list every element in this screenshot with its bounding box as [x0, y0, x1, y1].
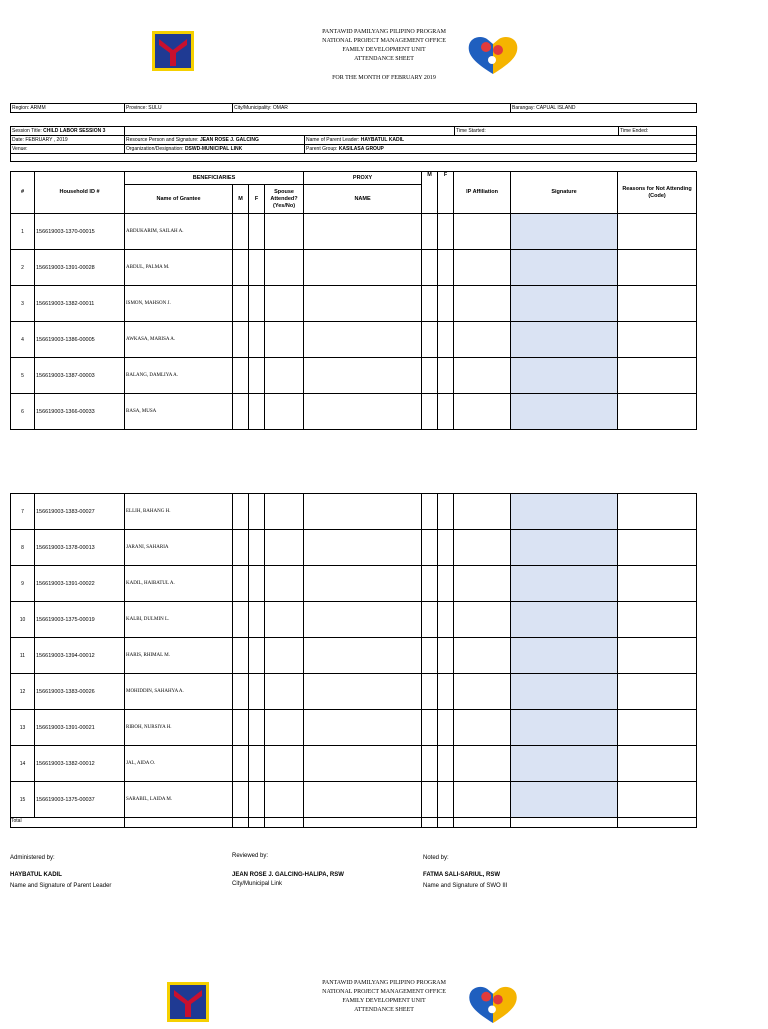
proxy-name-cell[interactable]: [304, 566, 422, 602]
household-id: 156619003-1382-00011: [35, 286, 125, 322]
grantee-name: SARABIL, LAIDA M.: [125, 782, 233, 818]
reasons-cell[interactable]: [618, 566, 697, 602]
household-id: 156619003-1375-00019: [35, 602, 125, 638]
grantee-name: AWKASA, MARISA A.: [125, 322, 233, 358]
reasons-cell[interactable]: [618, 710, 697, 746]
signature-cell[interactable]: [511, 602, 618, 638]
beneficiary-m-cell[interactable]: [233, 394, 249, 430]
table-row: [11, 494, 697, 530]
row-number: 10: [11, 602, 35, 638]
ip-affiliation-cell[interactable]: [454, 674, 511, 710]
signature-cell[interactable]: [511, 710, 618, 746]
signature-cell[interactable]: [511, 530, 618, 566]
attendance-table-page1: [10, 171, 697, 430]
beneficiary-f-cell[interactable]: [249, 674, 265, 710]
organization-label: Organization/Designation:: [126, 146, 185, 152]
date-cell: Date: FEBRUARY , 2019: [11, 136, 125, 145]
household-id: 156619003-1382-00012: [35, 746, 125, 782]
signature-cell[interactable]: [511, 494, 618, 530]
table-row: [11, 250, 697, 286]
row-number: 8: [11, 530, 35, 566]
signature-cell[interactable]: [511, 394, 618, 430]
session-title-label: Session Title:: [12, 128, 44, 134]
venue-cell: Venue:: [11, 145, 125, 154]
administered-label: Administered by:: [10, 855, 55, 861]
reasons-cell[interactable]: [618, 394, 697, 430]
row-number: 9: [11, 566, 35, 602]
session-title-value: CHILD LABOR SESSION 3: [43, 128, 106, 134]
household-id: 156619003-1383-00026: [35, 674, 125, 710]
ip-affiliation-cell[interactable]: [454, 602, 511, 638]
spouse-attended-cell[interactable]: [265, 286, 304, 322]
ip-affiliation-cell[interactable]: [454, 322, 511, 358]
grantee-name: HARIS, RHIMAL M.: [125, 638, 233, 674]
spouse-attended-cell[interactable]: [265, 322, 304, 358]
household-id: 156619003-1366-00033: [35, 394, 125, 430]
signature-cell[interactable]: [511, 214, 618, 250]
col-household: Household ID #: [35, 172, 125, 214]
beneficiary-f-cell[interactable]: [249, 602, 265, 638]
signature-cell[interactable]: [511, 322, 618, 358]
beneficiary-f-cell[interactable]: [249, 494, 265, 530]
total-row: [11, 818, 697, 828]
ip-affiliation-cell[interactable]: [454, 530, 511, 566]
col-f: F: [249, 185, 265, 214]
reasons-cell[interactable]: [618, 286, 697, 322]
reasons-cell[interactable]: [618, 250, 697, 286]
barangay-cell: Barangay: CAPUAL ISLAND: [511, 104, 697, 113]
proxy-f-cell[interactable]: [438, 214, 454, 250]
beneficiary-f-cell[interactable]: [249, 566, 265, 602]
proxy-m-cell[interactable]: [422, 214, 438, 250]
proxy-m-cell[interactable]: [422, 782, 438, 818]
signature-cell[interactable]: [511, 250, 618, 286]
proxy-m-cell[interactable]: [422, 358, 438, 394]
organization-value: DSWD-MUNICIPAL LINK: [184, 146, 243, 152]
signature-cell[interactable]: [511, 674, 618, 710]
proxy-m-cell[interactable]: [422, 494, 438, 530]
beneficiary-m-cell[interactable]: [233, 358, 249, 394]
col-ip: IP Affiliation: [454, 172, 511, 214]
household-id: 156619003-1386-00005: [35, 322, 125, 358]
beneficiary-f-cell[interactable]: [249, 214, 265, 250]
region-cell: Region: ARMM: [11, 104, 125, 113]
grantee-name: BALANG, DAMLIYA A.: [125, 358, 233, 394]
spouse-attended-cell[interactable]: [265, 746, 304, 782]
resource-person-cell: [125, 136, 305, 145]
proxy-f-cell[interactable]: [438, 566, 454, 602]
beneficiary-m-cell[interactable]: [233, 494, 249, 530]
beneficiary-f-cell[interactable]: [249, 250, 265, 286]
row-number: 1: [11, 214, 35, 250]
table-row: [11, 710, 697, 746]
proxy-m-cell[interactable]: [422, 638, 438, 674]
spouse-attended-cell[interactable]: [265, 530, 304, 566]
reviewed-role: City/Municipal Link: [232, 881, 283, 887]
time-ended-cell: Time Ended:: [619, 127, 697, 136]
grantee-name: JAL, AIDA O.: [125, 746, 233, 782]
proxy-f-cell[interactable]: [438, 602, 454, 638]
beneficiary-m-cell[interactable]: [233, 782, 249, 818]
row-number: 2: [11, 250, 35, 286]
table-row: [11, 602, 697, 638]
spouse-attended-cell[interactable]: [265, 394, 304, 430]
proxy-m-cell[interactable]: [422, 674, 438, 710]
resource-person-value: JEAN ROSE J. GALCING: [199, 137, 259, 143]
proxy-m-cell[interactable]: [422, 394, 438, 430]
col-grantee: Name of Grantee: [125, 185, 233, 214]
proxy-f-cell[interactable]: [438, 674, 454, 710]
beneficiary-f-cell[interactable]: [249, 782, 265, 818]
ip-affiliation-cell[interactable]: [454, 638, 511, 674]
location-table: [10, 103, 697, 113]
table-row: [11, 530, 697, 566]
beneficiary-m-cell[interactable]: [233, 674, 249, 710]
row-number: 7: [11, 494, 35, 530]
proxy-name-cell[interactable]: [304, 638, 422, 674]
row-number: 15: [11, 782, 35, 818]
proxy-m-cell[interactable]: [422, 322, 438, 358]
ip-affiliation-cell[interactable]: [454, 358, 511, 394]
proxy-name-cell[interactable]: [304, 394, 422, 430]
session-table: [10, 126, 697, 162]
proxy-f-cell[interactable]: [438, 710, 454, 746]
household-id: 156619003-1387-00003: [35, 358, 125, 394]
table-row: [11, 566, 697, 602]
signature-cell[interactable]: [511, 638, 618, 674]
spouse-attended-cell[interactable]: [265, 638, 304, 674]
col-spouse: Spouse Attended? (Yes/No): [265, 185, 304, 214]
household-id: 156619003-1391-00022: [35, 566, 125, 602]
header2-line-4: ATTENDANCE SHEET: [354, 1007, 414, 1013]
administered-role: Name and Signature of Parent Leader: [10, 883, 112, 889]
beneficiary-f-cell[interactable]: [249, 322, 265, 358]
grantee-name: ABDUL, PALMA M.: [125, 250, 233, 286]
header2-line-3: FAMILY DEVELOPMENT UNIT: [342, 998, 426, 1004]
spouse-attended-cell[interactable]: [265, 782, 304, 818]
proxy-m-cell[interactable]: [422, 746, 438, 782]
signature-cell[interactable]: [511, 746, 618, 782]
ip-affiliation-cell[interactable]: [454, 286, 511, 322]
proxy-m-cell[interactable]: [422, 566, 438, 602]
grantee-name: ISMON, MAHSON J.: [125, 286, 233, 322]
grantee-name: ELLIH, BAHANG H.: [125, 494, 233, 530]
proxy-f-cell[interactable]: [438, 322, 454, 358]
table-row: [11, 746, 697, 782]
col-num: #: [11, 172, 35, 214]
proxy-f-cell[interactable]: [438, 494, 454, 530]
grantee-name: MOHIDDIN, SAHAHYA A.: [125, 674, 233, 710]
parent-leader-label: Name of Parent Leader:: [306, 137, 361, 143]
header-line-1: PANTAWID PAMILYANG PILIPINO PROGRAM: [322, 29, 446, 35]
header2-line-2: NATIONAL PROJECT MANAGEMENT OFFICE: [322, 989, 446, 995]
resource-person-label: Resource Person and Signature:: [126, 137, 200, 143]
beneficiary-m-cell[interactable]: [233, 530, 249, 566]
proxy-f-cell[interactable]: [438, 530, 454, 566]
beneficiary-f-cell[interactable]: [249, 638, 265, 674]
proxy-name-cell[interactable]: [304, 322, 422, 358]
organization-cell: [125, 145, 305, 154]
grantee-name: JARANI, SAHARIA: [125, 530, 233, 566]
spouse-attended-cell[interactable]: [265, 602, 304, 638]
ip-affiliation-cell[interactable]: [454, 746, 511, 782]
reasons-cell[interactable]: [618, 494, 697, 530]
time-started-cell: Time Started:: [455, 127, 619, 136]
proxy-m-cell[interactable]: [422, 602, 438, 638]
attendance-table-page2: [10, 493, 697, 828]
reasons-cell[interactable]: [618, 674, 697, 710]
spouse-attended-cell[interactable]: [265, 214, 304, 250]
signature-cell[interactable]: [511, 358, 618, 394]
household-id: 156619003-1375-00037: [35, 782, 125, 818]
ip-affiliation-cell[interactable]: [454, 494, 511, 530]
proxy-name-cell[interactable]: [304, 214, 422, 250]
parent-group-value: KASILASA GROUP: [338, 146, 384, 152]
beneficiary-f-cell[interactable]: [249, 530, 265, 566]
reviewed-name: JEAN ROSE J. GALCING-HALIPA, RSW: [232, 872, 344, 878]
proxy-m-cell[interactable]: [422, 710, 438, 746]
header-line-3: FAMILY DEVELOPMENT UNIT: [342, 47, 426, 53]
proxy-name-cell[interactable]: [304, 746, 422, 782]
col-proxy: PROXY: [304, 172, 422, 185]
beneficiary-f-cell[interactable]: [249, 358, 265, 394]
proxy-f-cell[interactable]: [438, 250, 454, 286]
proxy-f-cell[interactable]: [438, 782, 454, 818]
col-proxy-name: NAME: [304, 185, 422, 214]
proxy-f-cell[interactable]: [438, 746, 454, 782]
grantee-name: BASA, MUSA: [125, 394, 233, 430]
proxy-name-cell[interactable]: [304, 710, 422, 746]
col-reasons: Reasons for Not Attending (Code): [618, 172, 697, 214]
noted-name: FATMA SALI-SARIUL, RSW: [423, 872, 500, 878]
parent-leader-value: HAYBATUL KADIL: [360, 137, 405, 143]
row-number: 6: [11, 394, 35, 430]
parent-leader-cell: [305, 136, 697, 145]
signature-cell[interactable]: [511, 286, 618, 322]
row-number: 5: [11, 358, 35, 394]
beneficiary-m-cell[interactable]: [233, 566, 249, 602]
proxy-m-cell[interactable]: [422, 286, 438, 322]
col-proxy-f: F: [438, 172, 454, 214]
province-cell: Province: SULU: [125, 104, 233, 113]
reasons-cell[interactable]: [618, 638, 697, 674]
row-number: 3: [11, 286, 35, 322]
grantee-name: RIBOH, NURSIYA H.: [125, 710, 233, 746]
signature-cell[interactable]: [511, 782, 618, 818]
city-cell: City/Municipality: OMAR: [233, 104, 511, 113]
table-row: [11, 358, 697, 394]
beneficiary-m-cell[interactable]: [233, 250, 249, 286]
signature-cell[interactable]: [511, 566, 618, 602]
ip-affiliation-cell[interactable]: [454, 710, 511, 746]
table-row: [11, 674, 697, 710]
household-id: 156619003-1383-00027: [35, 494, 125, 530]
spouse-attended-cell[interactable]: [265, 358, 304, 394]
ip-affiliation-cell[interactable]: [454, 782, 511, 818]
grantee-name: KADIL, HAIBATUL A.: [125, 566, 233, 602]
beneficiary-m-cell[interactable]: [233, 286, 249, 322]
spouse-attended-cell[interactable]: [265, 674, 304, 710]
reasons-cell[interactable]: [618, 358, 697, 394]
proxy-name-cell[interactable]: [304, 286, 422, 322]
spouse-attended-cell[interactable]: [265, 494, 304, 530]
household-id: 156619003-1378-00013: [35, 530, 125, 566]
beneficiary-f-cell[interactable]: [249, 710, 265, 746]
proxy-name-cell[interactable]: [304, 782, 422, 818]
proxy-name-cell[interactable]: [304, 602, 422, 638]
beneficiary-f-cell[interactable]: [249, 394, 265, 430]
table-row: [11, 638, 697, 674]
row-number: 13: [11, 710, 35, 746]
proxy-name-cell[interactable]: [304, 674, 422, 710]
session-title-cell: [11, 127, 125, 136]
reasons-cell[interactable]: [618, 782, 697, 818]
proxy-name-cell[interactable]: [304, 530, 422, 566]
household-id: 156619003-1391-00021: [35, 710, 125, 746]
beneficiary-f-cell[interactable]: [249, 286, 265, 322]
header-month: FOR THE MONTH OF FEBRUARY 2019: [332, 75, 436, 81]
header-line-2: NATIONAL PROJECT MANAGEMENT OFFICE: [322, 38, 446, 44]
reviewed-label: Reviewed by:: [232, 853, 269, 859]
proxy-f-cell[interactable]: [438, 358, 454, 394]
proxy-f-cell[interactable]: [438, 638, 454, 674]
parent-group-label: Parent Group:: [306, 146, 339, 152]
row-number: 12: [11, 674, 35, 710]
table-row: [11, 214, 697, 250]
household-id: 156619003-1394-00012: [35, 638, 125, 674]
ip-affiliation-cell[interactable]: [454, 214, 511, 250]
table-row: [11, 394, 697, 430]
reasons-cell[interactable]: [618, 746, 697, 782]
table-row: [11, 782, 697, 818]
row-number: 11: [11, 638, 35, 674]
reasons-cell[interactable]: [618, 214, 697, 250]
administered-name: HAYBATUL KADIL: [10, 872, 62, 878]
reasons-cell[interactable]: [618, 530, 697, 566]
header2-line-1: PANTAWID PAMILYANG PILIPINO PROGRAM: [322, 980, 446, 986]
spouse-attended-cell[interactable]: [265, 710, 304, 746]
household-id: 156619003-1391-00028: [35, 250, 125, 286]
proxy-m-cell[interactable]: [422, 530, 438, 566]
noted-label: Noted by:: [423, 855, 449, 861]
spouse-attended-cell[interactable]: [265, 250, 304, 286]
ip-affiliation-cell[interactable]: [454, 250, 511, 286]
grantee-name: KALBI, DULMIN L.: [125, 602, 233, 638]
proxy-m-cell[interactable]: [422, 250, 438, 286]
proxy-name-cell[interactable]: [304, 494, 422, 530]
row-number: 4: [11, 322, 35, 358]
parent-group-cell: [305, 145, 697, 154]
household-id: 156619003-1370-00015: [35, 214, 125, 250]
beneficiary-m-cell[interactable]: [233, 214, 249, 250]
proxy-f-cell[interactable]: [438, 286, 454, 322]
col-proxy-m: M: [422, 172, 438, 214]
proxy-name-cell[interactable]: [304, 250, 422, 286]
total-label: Total: [11, 818, 125, 828]
beneficiary-m-cell[interactable]: [233, 602, 249, 638]
ip-affiliation-cell[interactable]: [454, 394, 511, 430]
proxy-f-cell[interactable]: [438, 394, 454, 430]
ip-affiliation-cell[interactable]: [454, 566, 511, 602]
beneficiary-f-cell[interactable]: [249, 746, 265, 782]
col-signature: Signature: [511, 172, 618, 214]
header-line-4: ATTENDANCE SHEET: [354, 56, 414, 62]
row-number: 14: [11, 746, 35, 782]
spouse-attended-cell[interactable]: [265, 566, 304, 602]
beneficiary-m-cell[interactable]: [233, 746, 249, 782]
reasons-cell[interactable]: [618, 602, 697, 638]
table-row: [11, 322, 697, 358]
grantee-name: ABDUKARIM, SAILAH A.: [125, 214, 233, 250]
reasons-cell[interactable]: [618, 322, 697, 358]
col-beneficiaries: BENEFICIARIES: [125, 172, 304, 185]
table-row: [11, 286, 697, 322]
col-m: M: [233, 185, 249, 214]
noted-role: Name and Signature of SWO III: [423, 883, 508, 889]
beneficiary-m-cell[interactable]: [233, 638, 249, 674]
proxy-name-cell[interactable]: [304, 358, 422, 394]
beneficiary-m-cell[interactable]: [233, 322, 249, 358]
beneficiary-m-cell[interactable]: [233, 710, 249, 746]
